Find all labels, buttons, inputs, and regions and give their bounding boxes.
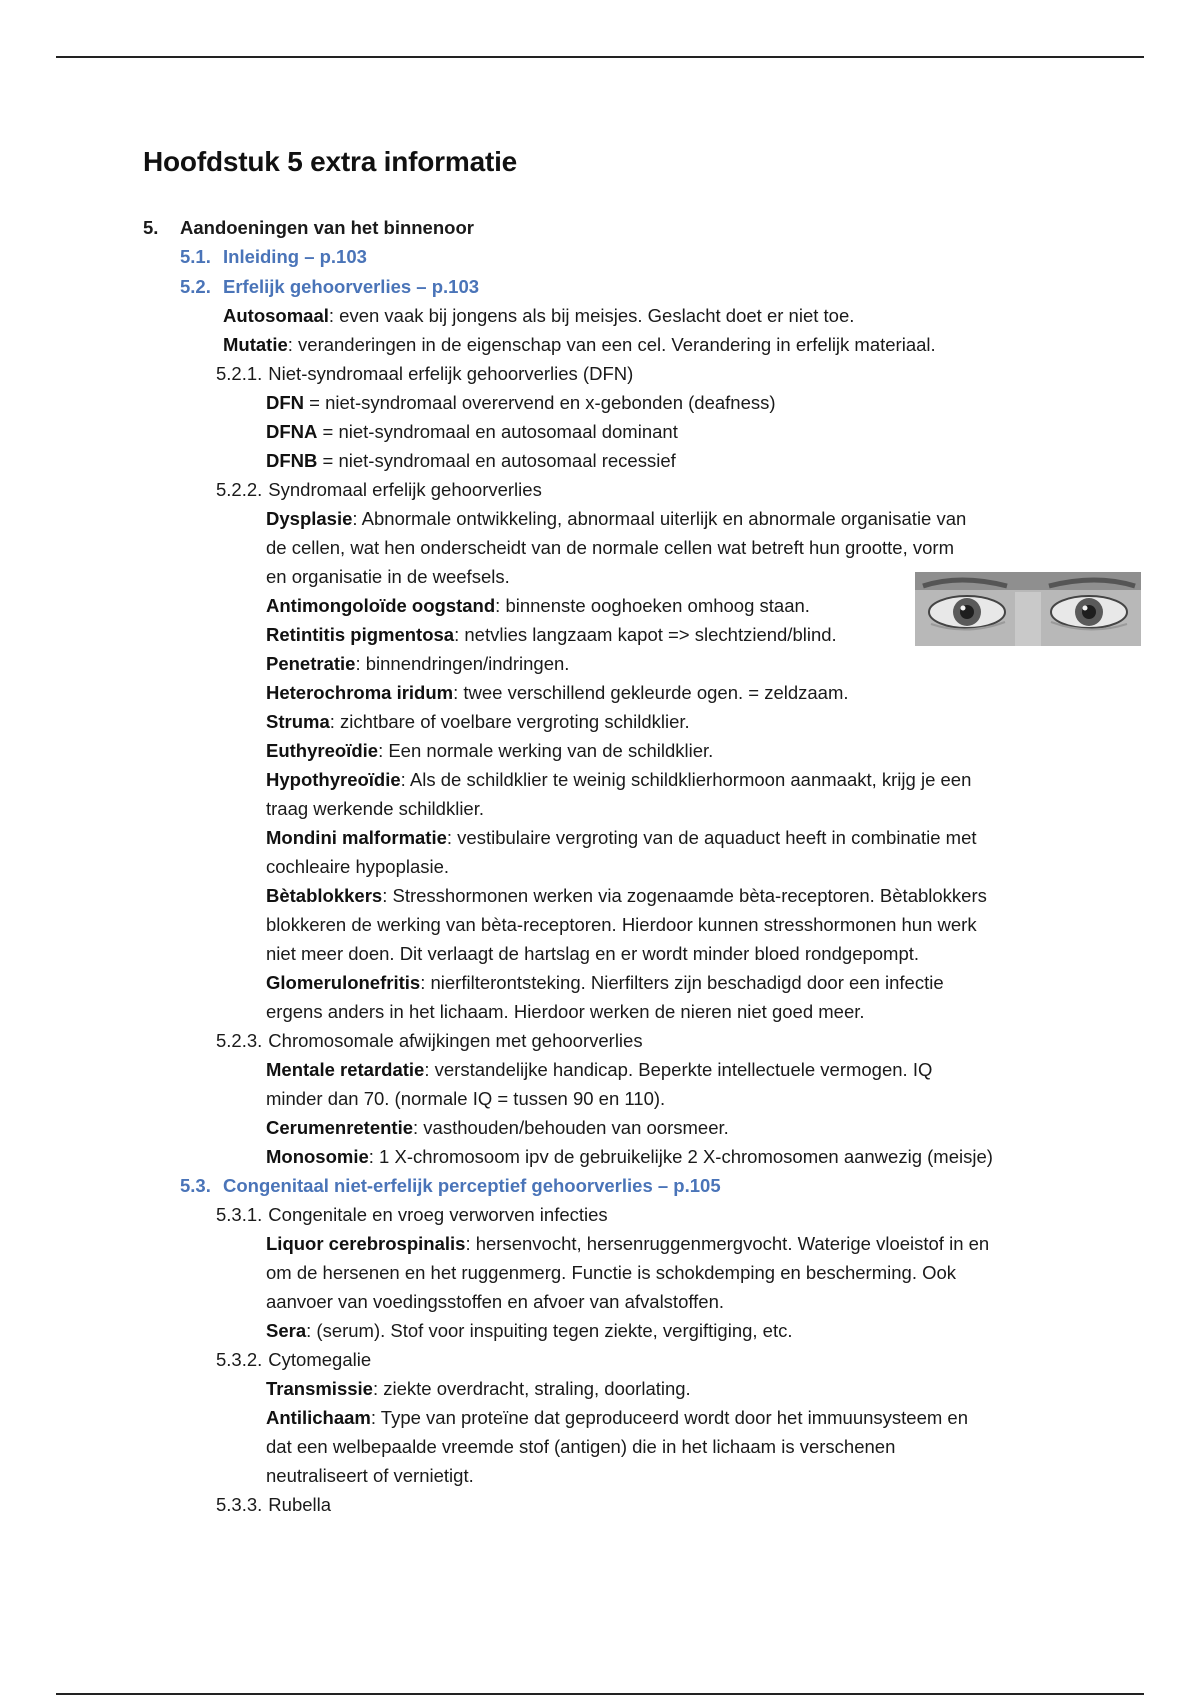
subsection-number: 5.3.3. [216,1494,263,1515]
definition-line [266,884,987,908]
chapter-heading [143,216,474,240]
section-number: 5.2. [180,276,211,297]
definition-line [266,942,919,966]
definition-text: om de hersenen en het ruggenmerg. Functie is schokdemping en bescherming. Ook [266,1262,957,1283]
definition-text: : 1 X-chromosoom ipv de gebruikelijke 2 X-chromosomen aanwezig (meisje) [368,1146,993,1167]
definition-text: cochleaire hypoplasie. [266,856,450,877]
definition-line [266,1000,865,1024]
definition-term: Struma [266,711,330,732]
subsection-title: Cytomegalie [268,1349,372,1370]
definition-text: : (serum). Stof voor inspuiting tegen ziekte, vergiftiging, etc. [306,1320,793,1341]
definition-text: = niet-syndromaal en autosomaal recessief [317,450,676,471]
definition-text: : hersenvocht, hersenruggenmergvocht. Waterige vloeistof in en [465,1233,990,1254]
definition-line [266,1116,729,1140]
subsection-heading [216,1348,371,1372]
definition-term: Liquor cerebrospinalis [266,1233,466,1254]
section-number: 5.3. [180,1175,211,1196]
subsection-title: Congenitale en vroeg verworven infecties [268,1204,608,1225]
definition-term: Heterochroma iridum [266,682,454,703]
definition-line [266,507,966,531]
definition-term: Hypothyreoïdie [266,769,401,790]
definition-text: traag werkende schildklier. [266,798,484,819]
definition-line [266,797,484,821]
definition-line [266,449,676,473]
section-number: 5.1. [180,246,211,267]
definition-term: Glomerulonefritis [266,972,421,993]
definition-text: : vestibulaire vergroting van de aquaduct heeft in combinatie met [446,827,977,848]
subsection-title: Rubella [268,1494,332,1515]
eyes-photo [915,572,1141,646]
definition-term: Dysplasie [266,508,353,529]
subsection-heading [216,362,633,386]
definition-text: : veranderingen in de eigenschap van een cel. Verandering in erfelijk materiaal. [287,334,936,355]
definition-text: niet meer doen. Dit verlaagt de hartslag en er wordt minder bloed rondgepompt. [266,943,920,964]
definition-term: DFN [266,392,305,413]
definition-text: neutraliseert of vernietigt. [266,1465,474,1486]
subsection-number: 5.2.1. [216,363,263,384]
definition-text: : zichtbare of voelbare vergroting schildklier. [329,711,690,732]
definition-term: DFNB [266,450,318,471]
subsection-heading [216,1029,643,1053]
definition-line [266,913,977,937]
subsection-number: 5.3.2. [216,1349,263,1370]
definition-line [266,1377,691,1401]
definition-line [266,1087,665,1111]
section-heading [180,245,367,269]
definition-text: : binnendringen/indringen. [355,653,570,674]
definition-text: : twee verschillend gekleurde ogen. = zeldzaam. [453,682,849,703]
definition-term: Mentale retardatie [266,1059,425,1080]
definition-term: Penetratie [266,653,356,674]
definition-text: blokkeren de werking van bèta-receptoren. Hierdoor kunnen stresshormonen hun werk [266,914,977,935]
header-rule [56,56,1144,58]
definition-line [266,1464,474,1488]
definition-line [223,304,854,328]
footer-rule [56,1693,1144,1695]
definition-term: Bètablokkers [266,885,383,906]
definition-text: : Abnormale ontwikkeling, abnormaal uiterlijk en abnormale organisatie van [352,508,967,529]
definition-line [266,391,776,415]
definition-term: Euthyreoïdie [266,740,379,761]
definition-text: de cellen, wat hen onderscheidt van de normale cellen wat betreft hun grootte, vorm [266,537,954,558]
definition-line [266,826,977,850]
definition-line [266,536,954,560]
definition-text: dat een welbepaalde vreemde stof (antigen) die in het lichaam is verschenen [266,1436,896,1457]
definition-line [266,1145,993,1169]
definition-line [266,1261,956,1285]
subsection-heading [216,1203,608,1227]
definition-line [223,333,936,357]
chapter-number: 5. [143,217,159,238]
definition-line [266,971,944,995]
definition-term: DFNA [266,421,318,442]
definition-line [266,1435,895,1459]
definition-term: Cerumenretentie [266,1117,414,1138]
definition-line [266,681,849,705]
subsection-heading [216,478,542,502]
definition-text: : ziekte overdracht, straling, doorlating. [372,1378,691,1399]
definition-text: : binnenste ooghoeken omhoog staan. [495,595,810,616]
definition-line [266,768,971,792]
section-title: Congenitaal niet-erfelijk perceptief gehoorverlies – p.105 [223,1175,721,1196]
definition-term: Autosomaal [223,305,329,326]
definition-line [266,1290,724,1314]
definition-text: : verstandelijke handicap. Beperkte intellectuele vermogen. IQ [424,1059,933,1080]
definition-text: : Een normale werking van de schildklier. [378,740,714,761]
definition-text: = niet-syndromaal overervend en x-gebonden (deafness) [304,392,776,413]
definition-text: ergens anders in het lichaam. Hierdoor werken de nieren niet goed meer. [266,1001,865,1022]
definition-line [266,855,449,879]
definition-line [266,623,837,647]
subsection-number: 5.3.1. [216,1204,263,1225]
definition-term: Mondini malformatie [266,827,447,848]
definition-text: : Als de schildklier te weinig schildklierhormoon aanmaakt, krijg je een [400,769,972,790]
section-title: Inleiding – p.103 [223,246,367,267]
section-heading [180,275,479,299]
definition-term: Antimongoloïde oogstand [266,595,496,616]
chapter-title: Aandoeningen van het binnenoor [180,217,474,238]
subsection-number: 5.2.2. [216,479,263,500]
definition-line [266,1058,932,1082]
definition-text: : even vaak bij jongens als bij meisjes. Geslacht doet er niet toe. [328,305,855,326]
definition-text: : vasthouden/behouden van oorsmeer. [413,1117,729,1138]
definition-line [266,1232,989,1256]
definition-text: aanvoer van voedingsstoffen en afvoer van afvalstoffen. [266,1291,725,1312]
definition-line [266,710,690,734]
definition-term: Transmissie [266,1378,373,1399]
definition-term: Monosomie [266,1146,369,1167]
subsection-number: 5.2.3. [216,1030,263,1051]
definition-text: = niet-syndromaal en autosomaal dominant [317,421,678,442]
subsection-title: Syndromaal erfelijk gehoorverlies [268,479,542,500]
definition-text: minder dan 70. (normale IQ = tussen 90 en 110). [266,1088,666,1109]
subsection-title: Chromosomale afwijkingen met gehoorverlies [268,1030,643,1051]
definition-text: : Type van proteïne dat geproduceerd wordt door het immuunsysteem en [370,1407,969,1428]
subsection-title: Niet-syndromaal erfelijk gehoorverlies (DFN) [268,363,634,384]
definition-text: : netvlies langzaam kapot => slechtziend/blind. [454,624,837,645]
definition-line [266,652,569,676]
definition-term: Retintitis pigmentosa [266,624,455,645]
subsection-heading [216,1493,331,1517]
definition-text: : Stresshormonen werken via zogenaamde bèta-receptoren. Bètablokkers [382,885,987,906]
definition-line [266,739,713,763]
definition-text: en organisatie in de weefsels. [266,566,510,587]
definition-line [266,420,678,444]
definition-line [266,1406,968,1430]
definition-term: Mutatie [223,334,288,355]
definition-line [266,565,510,589]
section-title: Erfelijk gehoorverlies – p.103 [223,276,480,297]
definition-line [266,1319,793,1343]
definition-line [266,594,810,618]
definition-term: Antilichaam [266,1407,371,1428]
definition-term: Sera [266,1320,307,1341]
section-heading [180,1174,721,1198]
page-title: Hoofdstuk 5 extra informatie [143,146,518,177]
definition-text: : nierfilterontsteking. Nierfilters zijn beschadigd door een infectie [420,972,944,993]
